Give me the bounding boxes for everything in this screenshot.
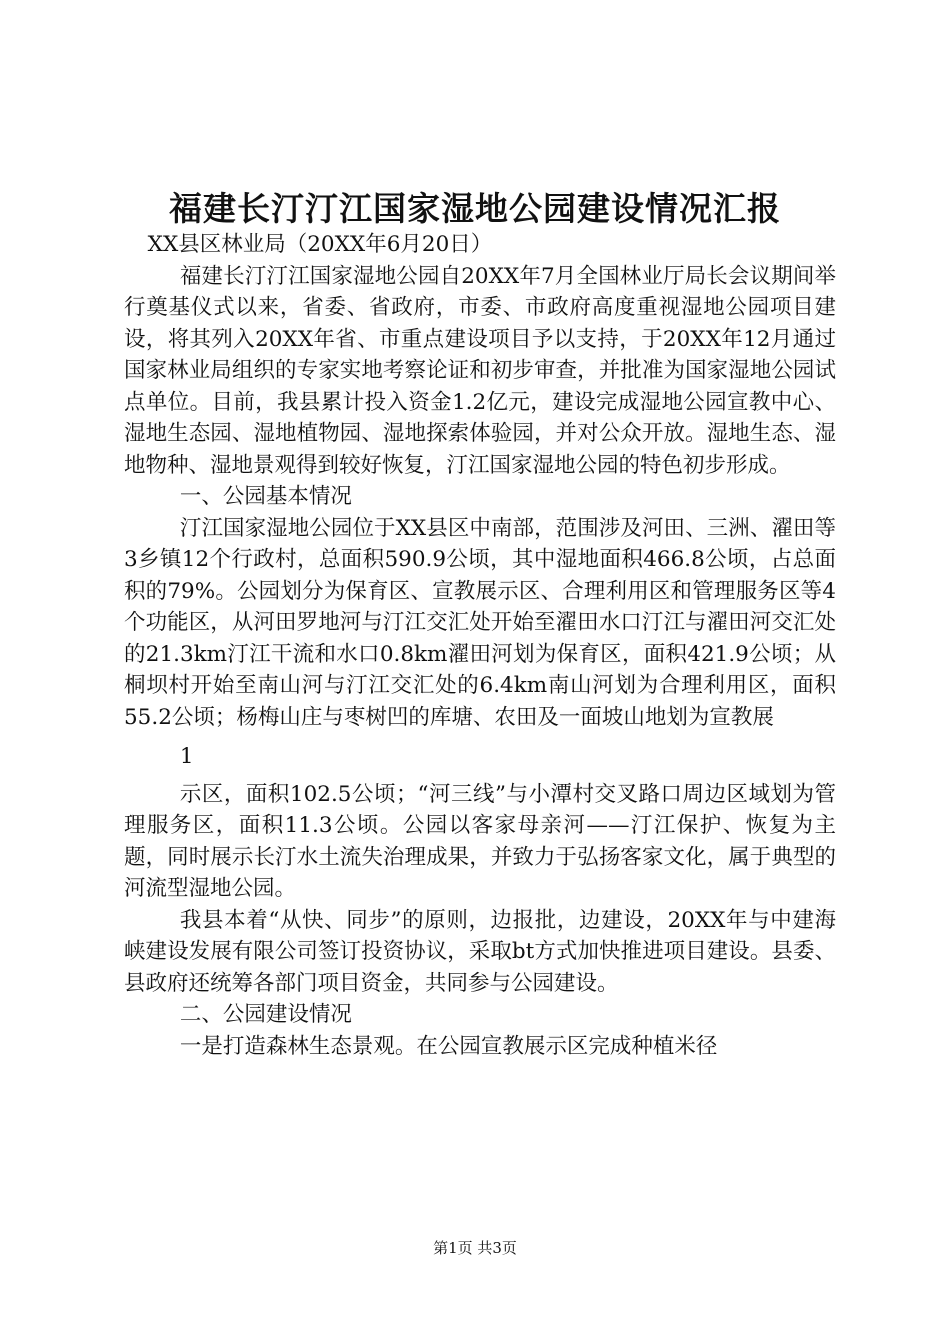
section-heading-basic-info: 一、公园基本情况 bbox=[179, 484, 352, 509]
section-heading-construction: 二、公园建设情况 bbox=[179, 1002, 352, 1027]
paragraph-construction-approach: 我县本着“从快、同步”的原则，边报批，边建设，20XX年与中建海峡建设发展有限公司签订投资协议，采取bt方式加快推进项目建设。县委、县政府还统筹各部门项目资金，共同参与公园建设。 bbox=[124, 907, 836, 996]
inline-page-number: 1 bbox=[179, 744, 194, 769]
paragraph-intro: 福建长汀汀江国家湿地公园自20XX年7月全国林业厅局长会议期间举行奠基仪式以来，省委、省政府，市委、市政府高度重视湿地公园项目建设，将其列入20XX年省、市重点建设项目予以支持，于20XX年12月通过国家林业局组织的专家实地考察论证和初步审查，并批准为国家湿地公园试点单位。目前，我县累计投入资金1.2亿元，建设完成湿地公园宣教中心、湿地生态园、湿地植物园、湿地探索体验园，并对公众开放。湿地生态、湿地物种、湿地景观得到较好恢复，汀江国家湿地公园的特色初步形成。 bbox=[124, 263, 836, 478]
byline: XX县区林业局（20XX年6月20日） bbox=[147, 232, 493, 257]
document-body bbox=[124, 229, 836, 1062]
paragraph-forest-landscape: 一是打造森林生态景观。在公园宣教展示区完成种植米径 bbox=[179, 1033, 718, 1059]
page-footer: 第1页 共3页 bbox=[433, 1239, 517, 1257]
document-title: 福建长汀汀江国家湿地公园建设情况汇报 bbox=[169, 189, 781, 228]
paragraph-basic-info-continued: 示区，面积102.5公顷；“河三线”与小潭村交叉路口周边区域划为管理服务区，面积11.3公顷。公园以客家母亲河——汀江保护、恢复为主题，同时展示长汀水土流失治理成果，并致力于弘扬客家文化，属于典型的河流型湿地公园。 bbox=[124, 781, 836, 901]
paragraph-basic-info: 汀江国家湿地公园位于XX县区中南部，范围涉及河田、三洲、濯田等3乡镇12个行政村，总面积590.9公顷，其中湿地面积466.8公顷，占总面积的79%。公园划分为保育区、宣教展示区、合理利用区和管理服务区等4个功能区，从河田罗地河与汀江交汇处开始至濯田水口汀江与濯田河交汇处的21.3km汀江干流和水口0.8km濯田河划为保育区，面积421.9公顷；从桐坝村开始至南山河与汀江交汇处的6.4km南山河划为合理利用区，面积55.2公顷；杨梅山庄与枣树凹的库塘、农田及一面坡山地划为宣教展 bbox=[124, 515, 836, 730]
